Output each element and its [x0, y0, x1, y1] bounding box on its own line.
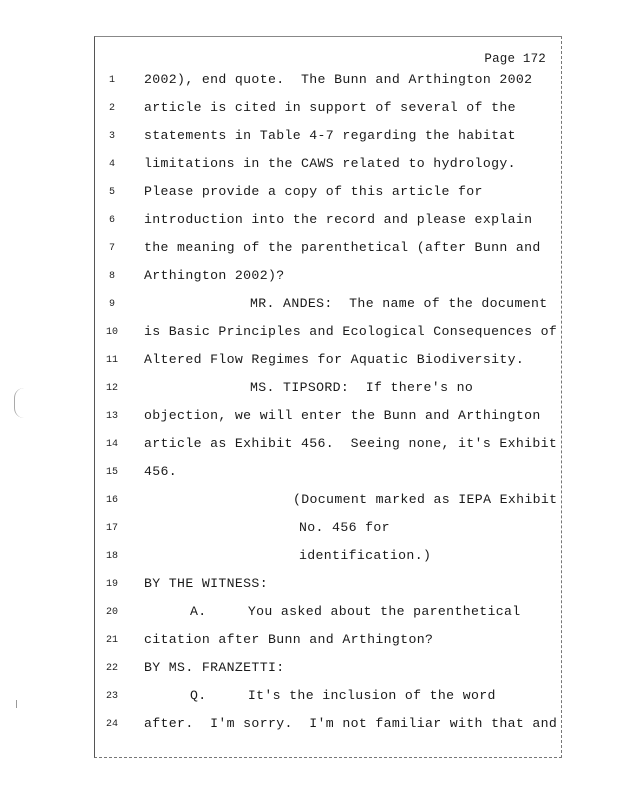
transcript-line: after. I'm sorry. I'm not familiar with that and — [144, 716, 558, 731]
line-number: 8 — [108, 271, 115, 282]
transcript-line: citation after Bunn and Arthington? — [144, 632, 434, 647]
line-number: 23 — [105, 691, 118, 702]
transcript-line: 2002), end quote. The Bunn and Arthington 2002 — [144, 72, 533, 87]
line-number: 5 — [108, 187, 115, 198]
line-number: 24 — [105, 719, 118, 730]
answer-line: A. You asked about the parenthetical — [190, 604, 521, 619]
line-number: 6 — [108, 215, 115, 226]
line-number: 9 — [108, 299, 115, 310]
examination-header: BY MS. FRANZETTI: — [144, 660, 285, 675]
parenthetical-line: No. 456 for — [299, 520, 390, 535]
line-number: 20 — [105, 607, 118, 618]
line-number: 17 — [105, 523, 118, 534]
transcript-line: 456. — [144, 464, 178, 479]
transcript-line: Please provide a copy of this article for — [144, 184, 483, 199]
transcript-line: the meaning of the parenthetical (after Bunn and — [144, 240, 541, 255]
line-number: 7 — [108, 243, 115, 254]
line-number: 18 — [105, 551, 118, 562]
line-number: 19 — [105, 579, 118, 590]
scan-artifact-mark — [14, 388, 25, 418]
line-number: 2 — [108, 103, 115, 114]
line-number: 14 — [105, 439, 118, 450]
question-line: Q. It's the inclusion of the word — [190, 688, 496, 703]
line-number: 22 — [105, 663, 118, 674]
line-number: 11 — [105, 355, 118, 366]
transcript-line: objection, we will enter the Bunn and Arthington — [144, 408, 541, 423]
line-number: 16 — [105, 495, 118, 506]
parenthetical-line: (Document marked as IEPA Exhibit — [293, 492, 558, 507]
line-number: 10 — [105, 327, 118, 338]
transcript-line: is Basic Principles and Ecological Consequences of — [144, 324, 558, 339]
line-number: 4 — [108, 159, 115, 170]
scan-artifact-tick — [16, 700, 17, 708]
transcript-page-frame — [94, 36, 562, 758]
parenthetical-line: identification.) — [299, 548, 432, 563]
examination-header: BY THE WITNESS: — [144, 576, 268, 591]
line-number: 21 — [105, 635, 118, 646]
speaker-line: MR. ANDES: The name of the document — [250, 296, 548, 311]
page-number: Page 172 — [484, 52, 546, 66]
line-number: 12 — [105, 383, 118, 394]
line-number: 1 — [108, 75, 115, 86]
transcript-line: Altered Flow Regimes for Aquatic Biodiversity. — [144, 352, 525, 367]
transcript-line: limitations in the CAWS related to hydrology. — [144, 156, 516, 171]
transcript-line: article as Exhibit 456. Seeing none, it's Exhibit — [144, 436, 558, 451]
transcript-line: article is cited in support of several of the — [144, 100, 516, 115]
transcript-line: introduction into the record and please explain — [144, 212, 533, 227]
line-number: 15 — [105, 467, 118, 478]
transcript-line: statements in Table 4-7 regarding the habitat — [144, 128, 516, 143]
line-number: 3 — [108, 131, 115, 142]
line-number: 13 — [105, 411, 118, 422]
speaker-line: MS. TIPSORD: If there's no — [250, 380, 474, 395]
transcript-line: Arthington 2002)? — [144, 268, 285, 283]
